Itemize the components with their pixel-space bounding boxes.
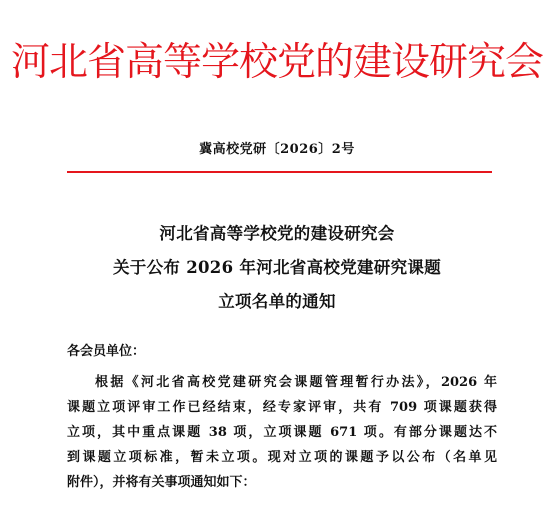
body-line: 附件），并将有关事项通知如下：: [67, 475, 256, 490]
notice-title: [0, 217, 554, 319]
salutation: 各会员单位：: [67, 344, 146, 359]
red-divider-line: [67, 171, 492, 173]
body-line: 到课题立项标准，暂未立项。现对立项的课题予以公布（名单见: [67, 450, 497, 465]
body-paragraph: [67, 370, 497, 495]
body-line: 立项，其中重点课题 38 项，立项课题 671 项。有部分课题达不: [67, 425, 497, 440]
body-line: 根据《河北省高校党建研究会课题管理暂行办法》，2026 年: [95, 375, 497, 390]
body-line: 课题立项评审工作已经结束，经专家评审，共有 709 项课题获得: [67, 400, 497, 415]
organization-red-header: 河北省高等学校党的建设研究会: [10, 40, 543, 85]
title-line-2: 关于公布 2026 年河北省高校党建研究课题: [112, 258, 441, 277]
title-line-3: 立项名单的通知: [218, 292, 336, 311]
title-line-1: 河北省高等学校党的建设研究会: [159, 224, 395, 243]
document-number: 冀高校党研〔2026〕2号: [199, 142, 355, 157]
